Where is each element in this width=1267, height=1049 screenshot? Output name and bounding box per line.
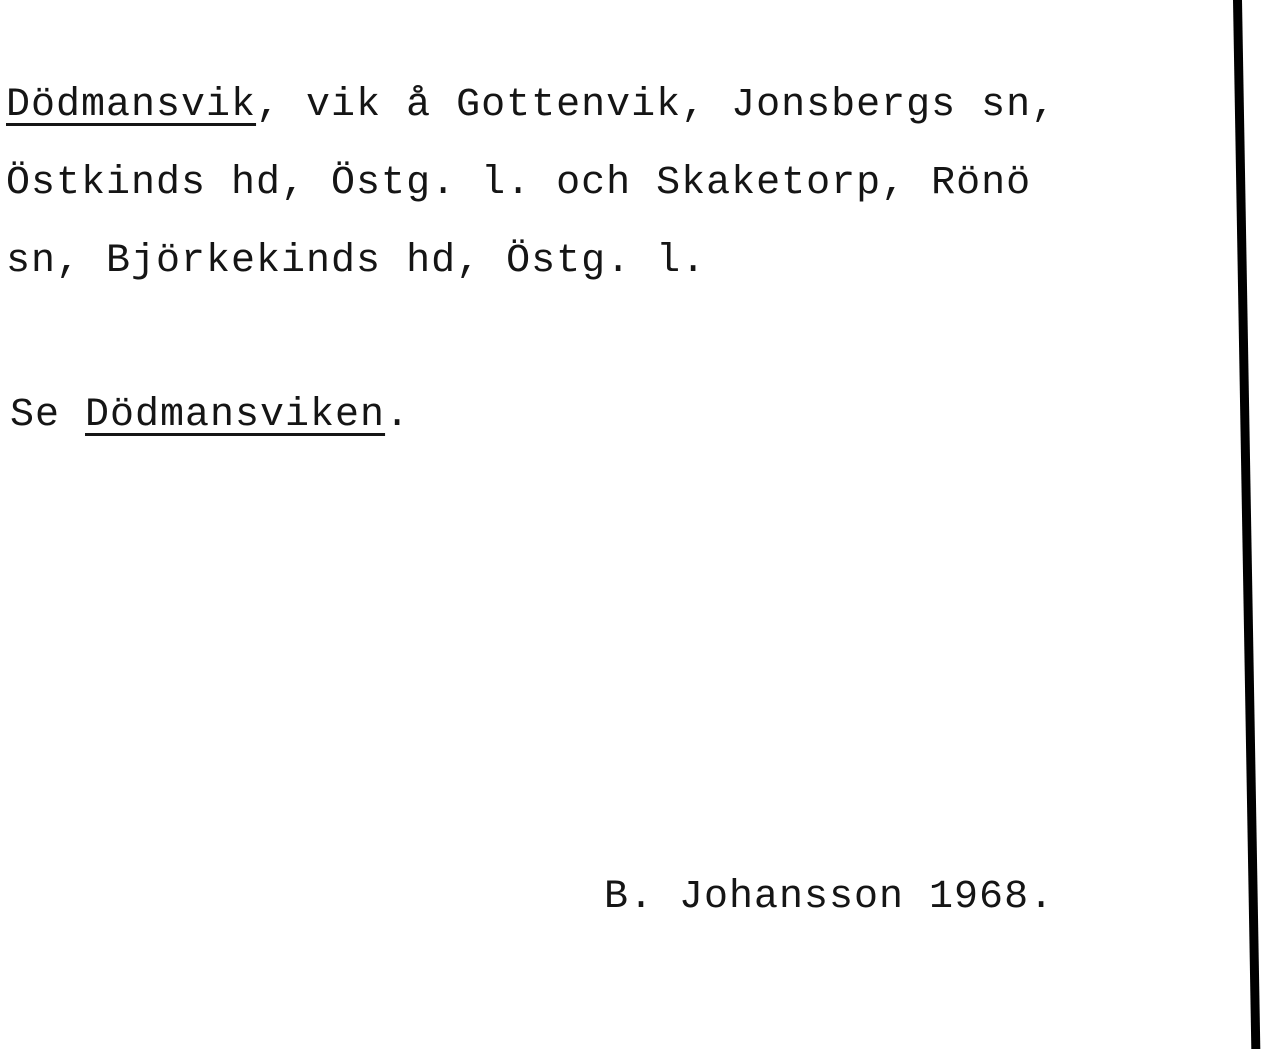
- card-edge-line: [1233, 0, 1260, 1049]
- entry-line-2: Östkinds hd, Östg. l. och Skaketorp, Rönö: [6, 161, 1032, 206]
- see-reference: [10, 393, 411, 438]
- entry-line-1: [6, 83, 1057, 128]
- entry-line-3: sn, Björkekinds hd, Östg. l.: [6, 239, 707, 284]
- see-suffix: .: [385, 393, 411, 438]
- signature: B. Johansson 1968.: [604, 875, 1055, 920]
- entry-line-1-text: , vik å Gottenvik, Jonsbergs sn,: [256, 83, 1057, 128]
- see-prefix: Se: [10, 393, 86, 438]
- headword: Dödmansvik: [6, 83, 257, 128]
- see-target: Dödmansviken: [85, 393, 386, 438]
